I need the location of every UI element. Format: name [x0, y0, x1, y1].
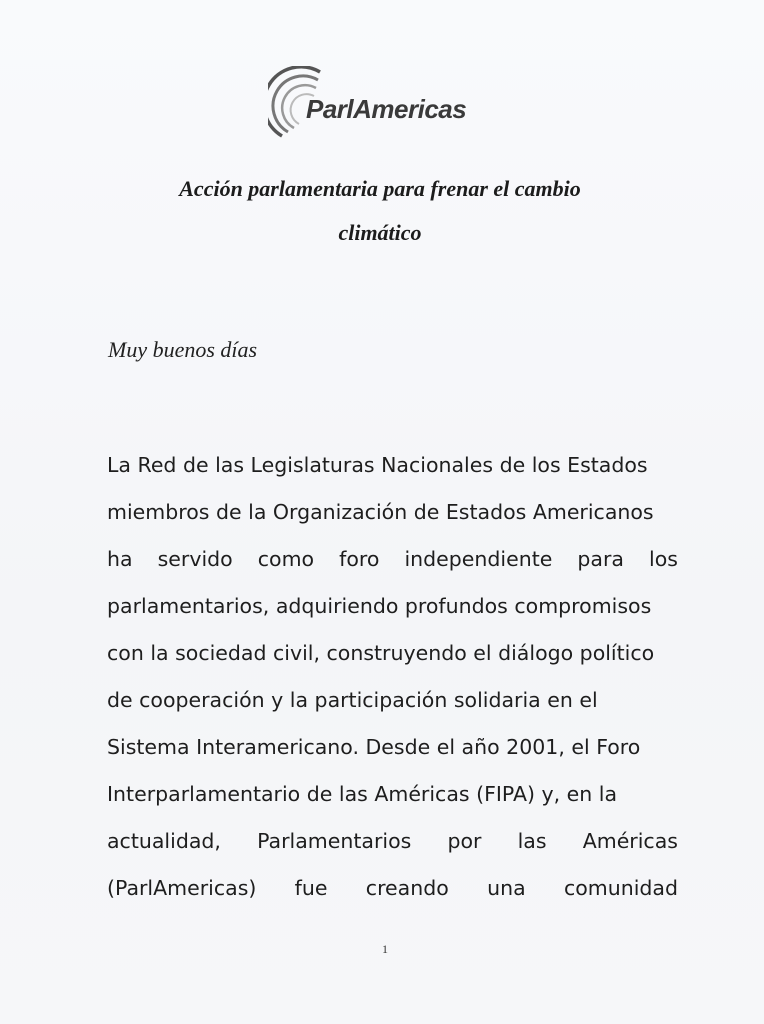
- paragraph-line: Interparlamentario de las Américas (FIPA) y, en la: [107, 782, 618, 806]
- paragraph-line: miembros de la Organización de Estados Americanos: [107, 500, 654, 524]
- paragraph-line: de cooperación y la participación solidaria en el: [107, 688, 598, 712]
- paragraph-line: actualidad, Parlamentarios por las Américas: [107, 829, 678, 853]
- greeting: Muy buenos días: [108, 337, 258, 362]
- document-title-line-1: Acción parlamentaria para frenar el cambio: [179, 176, 581, 201]
- paragraph-line: (ParlAmericas) fue creando una comunidad: [107, 876, 678, 900]
- logo-wordmark: ParlAmericas: [306, 94, 467, 124]
- parlamericas-logo: [268, 66, 478, 146]
- page-number: 1: [382, 942, 388, 956]
- document-title-line-2: climático: [338, 220, 422, 245]
- paragraph-line: con la sociedad civil, construyendo el diálogo político: [107, 641, 655, 665]
- paragraph-line: Sistema Interamericano. Desde el año 2001, el Foro: [107, 735, 641, 759]
- paragraph-line: ha servido como foro independiente para los: [107, 547, 678, 571]
- paragraph-line: parlamentarios, adquiriendo profundos compromisos: [107, 594, 652, 618]
- paragraph-line: La Red de las Legislaturas Nacionales de los Estados: [107, 453, 648, 477]
